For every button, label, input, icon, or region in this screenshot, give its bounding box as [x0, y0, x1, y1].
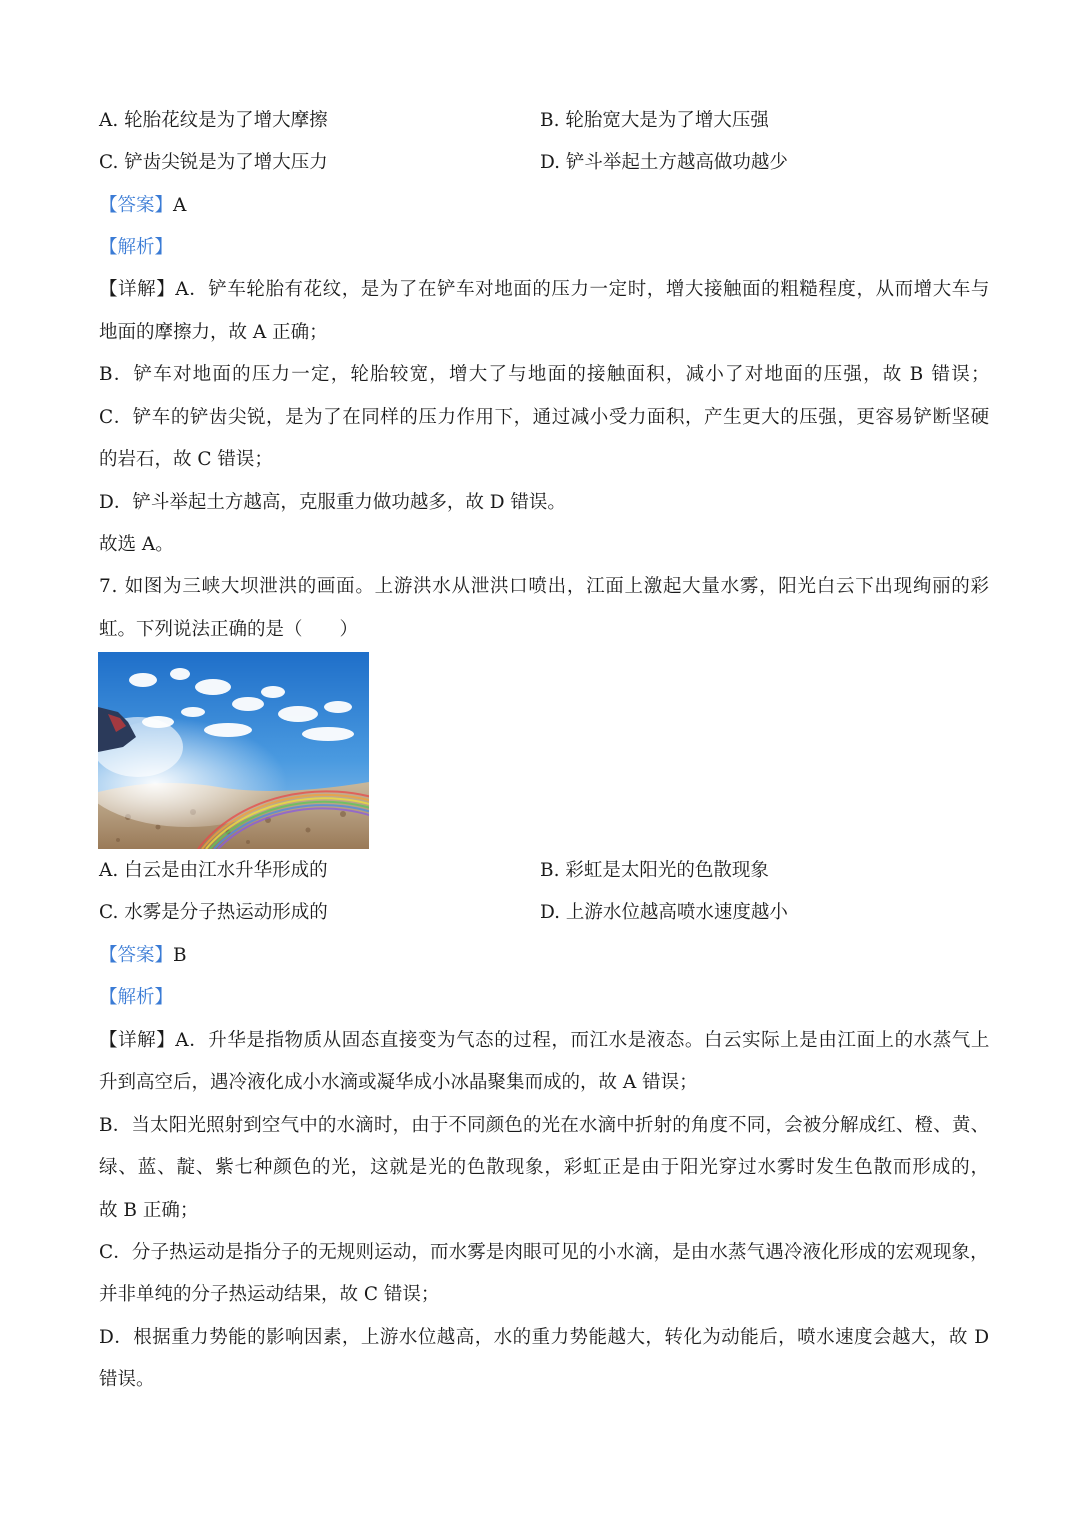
- q6-detail-line-5: 的岩石，故 C 错误；: [99, 449, 273, 470]
- q7-detail-tag: 【详解】: [99, 1030, 176, 1051]
- q7-option-b: B. 彩虹是太阳光的色散现象: [540, 860, 769, 881]
- q6-option-b: B. 轮胎宽大是为了增大压强: [540, 110, 769, 131]
- q6-answer-line: [99, 193, 989, 219]
- q6-option-d: D. 铲斗举起土方越高做功越少: [540, 152, 788, 173]
- q6-detail-text-1: A．铲车轮胎有花纹，是为了在铲车对地面的压力一定时，增大接触面的粗糙程度，从而增大车与: [175, 279, 990, 300]
- q7-stem-line-1: 7. 如图为三峡大坝泄洪的画面。上游洪水从泄洪口喷出，江面上激起大量水雾，阳光白云下出现绚丽的彩: [99, 576, 990, 597]
- q7-detail-line-5: 故 B 正确；: [99, 1200, 199, 1221]
- q7-answer-tag: 【答案】: [99, 945, 174, 966]
- q7-stem-line-2: 虹。下列说法正确的是（ ）: [99, 619, 359, 640]
- q6-option-a: A. 轮胎花纹是为了增大摩擦: [99, 110, 328, 131]
- q6-answer-tag: 【答案】: [99, 195, 174, 216]
- q6-answer: A: [173, 195, 187, 216]
- q6-conclusion: 故选 A。: [99, 534, 174, 555]
- q7-option-c: C. 水雾是分子热运动形成的: [99, 902, 328, 923]
- q6-detail-line-4: C．铲车的铲齿尖锐，是为了在同样的压力作用下，通过减小受力面积，产生更大的压强，更容易铲断坚硬: [99, 407, 990, 428]
- q6-detail-line-1: [99, 277, 989, 303]
- q6-analysis-tag: 【解析】: [99, 237, 174, 258]
- q7-option-a: A. 白云是由江水升华形成的: [99, 860, 328, 881]
- q7-answer-line: [99, 943, 989, 969]
- q7-detail-line-4: 绿、蓝、靛、紫七种颜色的光，这就是光的色散现象，彩虹正是由于阳光穿过水雾时发生色散而形成的，: [99, 1157, 990, 1178]
- q7-answer: B: [173, 945, 187, 966]
- three-gorges-dam-rainbow-photo: [98, 652, 369, 849]
- photo-svg: [98, 652, 369, 849]
- q7-detail-line-7: 并非单纯的分子热运动结果，故 C 错误；: [99, 1284, 440, 1305]
- q7-detail-line-9: 错误。: [99, 1369, 155, 1390]
- q6-detail-line-3: B．铲车对地面的压力一定，轮胎较宽，增大了与地面的接触面积，减小了对地面的压强，故 B 错误；: [99, 364, 991, 385]
- q7-detail-line-2: 升到高空后，遇冷液化成小水滴或凝华成小冰晶聚集而成的，故 A 错误；: [99, 1072, 698, 1093]
- q7-detail-line-1: [99, 1028, 989, 1054]
- q7-detail-text-1: A．升华是指物质从固态直接变为气态的过程，而江水是液态。白云实际上是由江面上的水蒸气上: [175, 1030, 990, 1051]
- q7-analysis-tag: 【解析】: [99, 987, 174, 1008]
- q6-detail-line-6: D．铲斗举起土方越高，克服重力做功越多，故 D 错误。: [99, 492, 566, 513]
- q6-option-c: C. 铲齿尖锐是为了增大压力: [99, 152, 328, 173]
- q7-detail-line-6: C．分子热运动是指分子的无规则运动，而水雾是肉眼可见的小水滴，是由水蒸气遇冷液化形成的宏观现象，: [99, 1242, 989, 1263]
- q6-detail-tag: 【详解】: [99, 279, 176, 300]
- q6-detail-line-2: 地面的摩擦力，故 A 正确；: [99, 322, 328, 343]
- q7-detail-line-8: D．根据重力势能的影响因素，上游水位越高，水的重力势能越大，转化为动能后，喷水速度会越大，故 D: [99, 1327, 990, 1348]
- q7-detail-line-3: B．当太阳光照射到空气中的水滴时，由于不同颜色的光在水滴中折射的角度不同，会被分解成红、橙、黄、: [99, 1115, 990, 1136]
- q7-option-d: D. 上游水位越高喷水速度越小: [540, 902, 788, 923]
